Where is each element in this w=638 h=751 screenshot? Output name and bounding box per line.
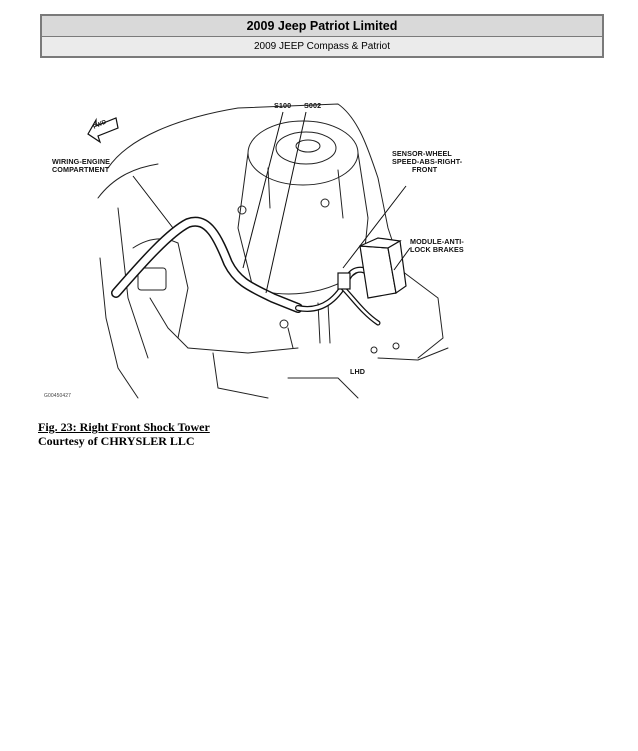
figure-courtesy: Courtesy of CHRYSLER LLC: [38, 434, 195, 448]
callout-s002: S002: [304, 101, 322, 110]
page-header: [40, 14, 604, 58]
figure-caption: [38, 420, 210, 448]
callout-module-line2: LOCK BRAKES: [410, 245, 464, 254]
callout-wiring-line2: COMPARTMENT: [52, 165, 110, 174]
callout-wiring-line1: WIRING-ENGINE: [52, 157, 110, 166]
callout-sensor-line1: SENSOR-WHEEL: [392, 149, 452, 158]
callout-sensor-line2: SPEED-ABS-RIGHT-: [392, 157, 463, 166]
engine-diagram-drawing: [38, 98, 466, 406]
callout-wiring-engine: [52, 158, 110, 174]
callout-module-line1: MODULE-ANTI-: [410, 237, 464, 246]
callout-module-anti-lock: [410, 238, 464, 254]
header-title: 2009 Jeep Patriot Limited: [41, 15, 603, 37]
callout-lhd: LHD: [350, 367, 366, 376]
figure-code: G00450427: [44, 393, 72, 399]
figure-title: Fig. 23: Right Front Shock Tower: [38, 420, 210, 434]
callout-sensor-wheel-speed: [392, 150, 462, 174]
callout-s100: S100: [274, 101, 292, 110]
engine-diagram: [38, 98, 466, 406]
callout-sensor-line3: FRONT: [412, 165, 438, 174]
header-subtitle: 2009 JEEP Compass & Patriot: [41, 37, 603, 57]
fwd-arrow-label: FWD: [92, 119, 108, 131]
